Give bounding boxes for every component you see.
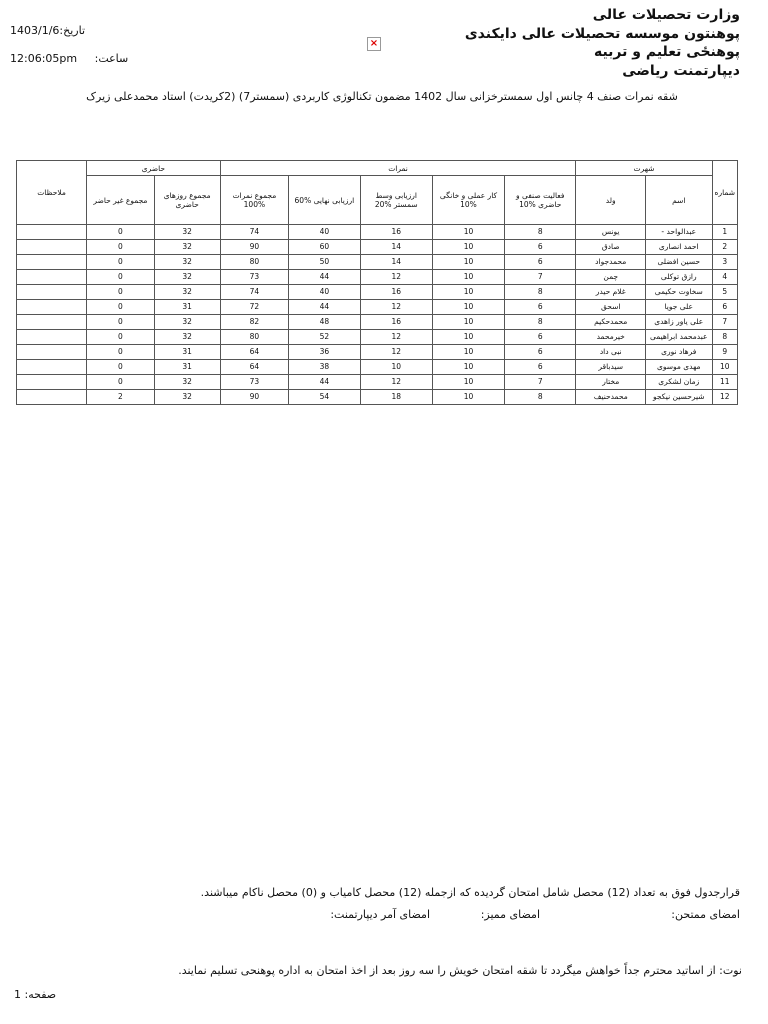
cell-no: 9 [712, 345, 737, 360]
cell-father: مختار [576, 375, 646, 390]
cell-activity: 6 [505, 345, 576, 360]
cell-absent: 0 [87, 225, 155, 240]
cell-midterm: 10 [360, 360, 432, 375]
cell-practical: 10 [432, 270, 504, 285]
cell-activity: 6 [505, 240, 576, 255]
cell-final: 52 [289, 330, 360, 345]
cell-total: 90 [220, 390, 289, 405]
cell-midterm: 12 [360, 300, 432, 315]
cell-final: 54 [289, 390, 360, 405]
cell-activity: 6 [505, 360, 576, 375]
cell-name: مهدی موسوی [645, 360, 712, 375]
cell-practical: 10 [432, 390, 504, 405]
cell-name: سخاوت حکیمی [645, 285, 712, 300]
cell-practical: 10 [432, 285, 504, 300]
cell-midterm: 12 [360, 330, 432, 345]
cell-present: 32 [154, 285, 220, 300]
cell-final: 50 [289, 255, 360, 270]
cell-absent: 0 [87, 330, 155, 345]
cell-remarks [17, 375, 87, 390]
cell-remarks [17, 330, 87, 345]
cell-absent: 0 [87, 270, 155, 285]
page-number [14, 988, 56, 1001]
cell-present: 32 [154, 375, 220, 390]
cell-activity: 8 [505, 285, 576, 300]
table-row [17, 225, 738, 240]
cell-total: 74 [220, 225, 289, 240]
cell-no: 8 [712, 330, 737, 345]
cell-name: علی یاور زاهدی [645, 315, 712, 330]
cell-midterm: 12 [360, 375, 432, 390]
department-title: دیپارتمنت ریاضی [622, 62, 740, 79]
cell-practical: 10 [432, 225, 504, 240]
cell-name: رازق توکلی [645, 270, 712, 285]
cell-absent: 0 [87, 285, 155, 300]
cell-present: 31 [154, 300, 220, 315]
cell-activity: 6 [505, 300, 576, 315]
table-row [17, 240, 738, 255]
cell-total: 64 [220, 360, 289, 375]
cell-activity: 8 [505, 225, 576, 240]
cell-no: 5 [712, 285, 737, 300]
cell-activity: 8 [505, 390, 576, 405]
col-total: مجموع نمرات %100 [220, 176, 289, 225]
cell-remarks [17, 390, 87, 405]
date-label: تاریخ: [59, 24, 85, 37]
cell-midterm: 14 [360, 240, 432, 255]
cell-no: 10 [712, 360, 737, 375]
cell-total: 80 [220, 330, 289, 345]
cell-final: 48 [289, 315, 360, 330]
header-attendance: حاضری [87, 161, 221, 176]
col-present-days: مجموع روزهای حاضری [154, 176, 220, 225]
cell-present: 32 [154, 225, 220, 240]
table-row [17, 330, 738, 345]
table-row [17, 270, 738, 285]
university-title: پوهنتون موسسه تحصیلات عالی دایکندی [464, 25, 740, 42]
cell-absent: 0 [87, 360, 155, 375]
cell-remarks [17, 225, 87, 240]
col-practical: کار عملی و خانگی %10 [432, 176, 504, 225]
cell-absent: 2 [87, 390, 155, 405]
cell-total: 73 [220, 375, 289, 390]
cell-total: 82 [220, 315, 289, 330]
table-row [17, 375, 738, 390]
grades-body [17, 225, 738, 405]
date-line [10, 24, 85, 37]
cell-activity: 6 [505, 330, 576, 345]
cell-final: 36 [289, 345, 360, 360]
cell-father: چمن [576, 270, 646, 285]
cell-present: 31 [154, 345, 220, 360]
cell-practical: 10 [432, 330, 504, 345]
table-row [17, 360, 738, 375]
cell-present: 31 [154, 360, 220, 375]
cell-total: 90 [220, 240, 289, 255]
cell-no: 1 [712, 225, 737, 240]
sheet-subtitle: شقه نمرات صنف 4 چانس اول سمسترخزانی سال 1402 مضمون تکنالوژی کاربردی (سمستر7) (2کریدت) استاد محمدعلی زیرک [86, 90, 678, 103]
cell-name: عبدمحمد ابراهیمی [645, 330, 712, 345]
head-signature-label: امضای آمر دیپارتمنت: [330, 908, 430, 921]
cell-midterm: 12 [360, 345, 432, 360]
cell-name: زمان لشکری [645, 375, 712, 390]
col-midterm: ارزیابی وسط سمستر %20 [360, 176, 432, 225]
cell-father: غلام حیدر [576, 285, 646, 300]
col-name: اسم [645, 176, 712, 225]
cell-final: 60 [289, 240, 360, 255]
cell-remarks [17, 360, 87, 375]
cell-remarks [17, 255, 87, 270]
cell-final: 40 [289, 225, 360, 240]
cell-present: 32 [154, 255, 220, 270]
cell-absent: 0 [87, 300, 155, 315]
date-value: 1403/1/6 [10, 24, 60, 37]
cell-practical: 10 [432, 375, 504, 390]
table-row [17, 315, 738, 330]
cell-father: خیرمحمد [576, 330, 646, 345]
cell-no: 4 [712, 270, 737, 285]
table-row [17, 300, 738, 315]
cell-father: محمدحنیف [576, 390, 646, 405]
cell-remarks [17, 345, 87, 360]
table-row [17, 345, 738, 360]
cell-total: 80 [220, 255, 289, 270]
ministry-title: وزارت تحصیلات عالی [592, 7, 740, 23]
cell-absent: 0 [87, 375, 155, 390]
page-value: 1 [14, 988, 21, 1001]
reviewer-signature-label: امضای ممیز: [480, 908, 540, 921]
table-row [17, 285, 738, 300]
note-text: نوت: از اساتید محترم جداً خواهش میگردد تا شقه امتحان خویش را سه روز بعد از اخذ امتحان به اداره پوهنحی تسلیم نمایند. [178, 964, 742, 977]
cell-activity: 7 [505, 270, 576, 285]
table-row [17, 255, 738, 270]
cell-absent: 0 [87, 345, 155, 360]
cell-activity: 7 [505, 375, 576, 390]
cell-practical: 10 [432, 315, 504, 330]
cell-remarks [17, 315, 87, 330]
cell-father: اسحق [576, 300, 646, 315]
cell-midterm: 18 [360, 390, 432, 405]
cell-total: 72 [220, 300, 289, 315]
cell-practical: 10 [432, 240, 504, 255]
faculty-title: پوهنځی تعلیم و تربیه [593, 44, 740, 60]
cell-absent: 0 [87, 255, 155, 270]
cell-practical: 10 [432, 360, 504, 375]
time-value: 12:06:05pm [10, 52, 78, 65]
page-label: صفحه: [24, 988, 57, 1001]
cell-father: یونس [576, 225, 646, 240]
cell-midterm: 14 [360, 255, 432, 270]
cell-total: 74 [220, 285, 289, 300]
institution-header [465, 6, 740, 80]
cell-no: 3 [712, 255, 737, 270]
cell-remarks [17, 285, 87, 300]
cell-father: محمدجواد [576, 255, 646, 270]
table-row [17, 390, 738, 405]
cell-practical: 10 [432, 345, 504, 360]
time-line [10, 52, 128, 65]
cell-final: 44 [289, 300, 360, 315]
cell-absent: 0 [87, 315, 155, 330]
grades-table [16, 160, 738, 405]
cell-name: حسین افضلی [645, 255, 712, 270]
cell-activity: 8 [505, 315, 576, 330]
cell-name: عبدالواحد - [645, 225, 712, 240]
cell-final: 38 [289, 360, 360, 375]
cell-father: سیدباقر [576, 360, 646, 375]
cell-practical: 10 [432, 300, 504, 315]
cell-final: 44 [289, 375, 360, 390]
col-final: ارزیابی نهایی %60 [289, 176, 360, 225]
cell-name: احمد انصاری [645, 240, 712, 255]
cell-no: 7 [712, 315, 737, 330]
col-absent-total: مجموع غیر حاضر [87, 176, 155, 225]
time-label: ساعت: [94, 52, 129, 65]
cell-activity: 6 [505, 255, 576, 270]
cell-total: 73 [220, 270, 289, 285]
cell-absent: 0 [87, 240, 155, 255]
cell-no: 6 [712, 300, 737, 315]
cell-name: فرهاد نوری [645, 345, 712, 360]
cell-father: صادق [576, 240, 646, 255]
cell-midterm: 16 [360, 285, 432, 300]
cell-midterm: 12 [360, 270, 432, 285]
cell-present: 32 [154, 315, 220, 330]
header-identity: شهرت [576, 161, 712, 176]
cell-remarks [17, 300, 87, 315]
examiner-signature-label: امضای ممتحن: [671, 908, 740, 921]
cell-midterm: 16 [360, 315, 432, 330]
cell-present: 32 [154, 330, 220, 345]
col-activity: فعالیت صنفی و حاضری %10 [505, 176, 576, 225]
cell-midterm: 16 [360, 225, 432, 240]
cell-father: محمدحکیم [576, 315, 646, 330]
cell-father: نبی داد [576, 345, 646, 360]
header-remarks: ملاحظات [17, 161, 87, 225]
cell-present: 32 [154, 390, 220, 405]
cell-name: علی جویا [645, 300, 712, 315]
cell-total: 64 [220, 345, 289, 360]
cell-final: 40 [289, 285, 360, 300]
header-number: شماره [712, 161, 737, 225]
cell-no: 12 [712, 390, 737, 405]
cell-practical: 10 [432, 255, 504, 270]
col-father: ولد [576, 176, 646, 225]
summary-text: قرارجدول فوق به تعداد (12) محصل شامل امتحان گردیده که ازجمله (12) محصل کامیاب و (0) محصل ناکام میباشند. [200, 886, 740, 899]
header-grades: نمرات [220, 161, 576, 176]
broken-image-icon: × [367, 37, 381, 51]
cell-present: 32 [154, 240, 220, 255]
cell-no: 11 [712, 375, 737, 390]
cell-final: 44 [289, 270, 360, 285]
cell-remarks [17, 270, 87, 285]
cell-remarks [17, 240, 87, 255]
cell-no: 2 [712, 240, 737, 255]
cell-present: 32 [154, 270, 220, 285]
cell-name: شیرحسین نیکجو [645, 390, 712, 405]
